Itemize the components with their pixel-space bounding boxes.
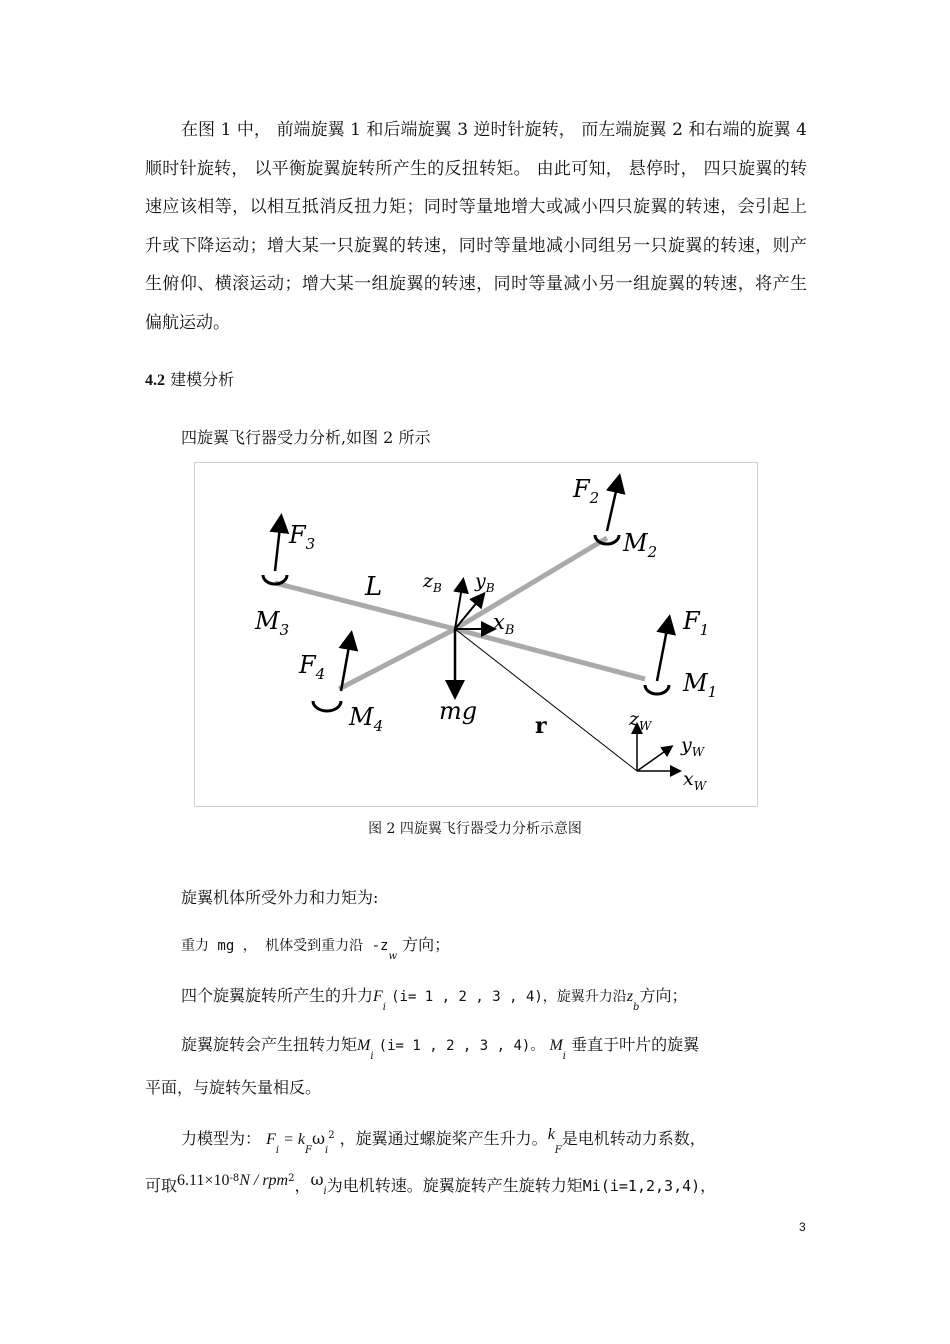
page-number: 3 bbox=[799, 1220, 806, 1234]
label-zb: $z_B$ bbox=[423, 570, 442, 595]
force-model-omega-sup: 2 bbox=[328, 1130, 335, 1141]
force-model-eq: = k bbox=[279, 1131, 305, 1148]
lift-prefix: 四个旋翼旋转所产生的升力 bbox=[181, 986, 374, 1005]
label-yb: $y_B$ bbox=[475, 570, 495, 595]
figure-caption: 图 2 四旋翼飞行器受力分析示意图 bbox=[368, 821, 582, 837]
force-model-prefix: 力模型为： bbox=[181, 1129, 262, 1148]
force-model-k: k bbox=[547, 1126, 555, 1143]
label-m4: $M_4$ bbox=[349, 703, 384, 735]
label-yw: $y_W$ bbox=[681, 734, 705, 759]
gravity-line bbox=[181, 932, 451, 962]
force-model-k2-sub: F bbox=[554, 1145, 562, 1156]
force-model-line2-code: Mi(i=1,2,3,4) bbox=[582, 1177, 701, 1195]
force-model-middle: ，旋翼通过螺旋桨产生升力。 bbox=[339, 1129, 548, 1148]
force-model-line2-end: ， bbox=[700, 1176, 717, 1195]
label-zw: $z_W$ bbox=[629, 708, 652, 733]
torque-M-sub: i bbox=[370, 1051, 374, 1062]
torque-line bbox=[181, 1032, 700, 1062]
force-model-value: 6.11×10 bbox=[177, 1172, 230, 1189]
section-heading bbox=[145, 367, 234, 390]
torque-M: M bbox=[357, 1037, 371, 1054]
torque-M2-sub: i bbox=[562, 1051, 566, 1062]
label-f1: $F_1$ bbox=[683, 607, 710, 639]
force-f2-arrow bbox=[607, 478, 619, 531]
gravity-suffix: 方向； bbox=[397, 935, 451, 954]
force-model-omega2: ω bbox=[310, 1170, 324, 1189]
label-m3: $M_3$ bbox=[255, 607, 290, 639]
moment-m3-arc bbox=[263, 575, 287, 584]
force-model-F: F bbox=[266, 1131, 276, 1148]
lift-z-sub: b bbox=[633, 1002, 640, 1013]
force-model-unit: N / rpm bbox=[239, 1172, 289, 1189]
label-mg: mg bbox=[439, 697, 478, 725]
lift-F: F bbox=[373, 988, 383, 1005]
force-model-suffix: 是电机转动力系数， bbox=[561, 1129, 706, 1148]
torque-suffix: 垂直于叶片的旋翼 bbox=[571, 1035, 700, 1054]
force-model-omega: ω bbox=[311, 1129, 325, 1148]
force-model-line2-mid: 为电机转速。旋翼旋转产生旋转力矩 bbox=[326, 1176, 583, 1195]
force-f1-arrow bbox=[657, 619, 669, 681]
torque-M2: M bbox=[549, 1037, 563, 1054]
force-model-line-2: 可取$6.11\times 10^{-8}N / rpm^2$，ωi为电机转速。旋翼旋转产生旋转力矩Mi(i=1,2,3,4)， bbox=[145, 1170, 717, 1197]
label-arm-length: L bbox=[365, 572, 383, 602]
arm-4 bbox=[339, 629, 455, 689]
force-analysis-figure bbox=[194, 462, 758, 807]
force-model-F-sub: i bbox=[275, 1145, 280, 1156]
label-m1: $M_1$ bbox=[683, 669, 718, 701]
force-model-omega-sub: i bbox=[325, 1145, 329, 1156]
lift-z: z bbox=[626, 988, 634, 1005]
torque-mid: (i= 1 , 2 , 3 , 4)。 bbox=[378, 1038, 545, 1054]
world-y-axis bbox=[637, 747, 671, 771]
lift-suffix: 方向； bbox=[639, 986, 688, 1005]
force-model-unit-sup: 2 bbox=[288, 1173, 295, 1184]
position-vector-r bbox=[455, 629, 637, 771]
lift-mid: (i= 1 , 2 , 3 , 4)，旋翼升力沿 bbox=[391, 989, 627, 1005]
lift-line bbox=[181, 983, 688, 1013]
gravity-prefix: 重力 mg ， 机体受到重力沿 -z bbox=[181, 938, 389, 954]
label-xw: $x_W$ bbox=[683, 768, 707, 793]
gravity-sub: w bbox=[388, 951, 397, 962]
paragraph-rotor-rotation: 在图 1 中， 前端旋翼 1 和后端旋翼 3 逆时针旋转， 而左端旋翼 2 和右端的旋翼 4 顺时针旋转， 以平衡旋翼旋转所产生的反扭转矩。 由此可知， 悬停时， 四只旋翼的转速应该相等，以相互抵消反扭力矩；同时等量地增大或减小四只旋翼的转速，会引起上升或下降运动；增大某一只旋翼的转速，同时等量地减小同组另一只旋翼的转速，则产生俯仰、横滚运动；增大某一组旋翼的转速，同时等量减小另一组旋翼的转速，将产生偏航运动。 bbox=[145, 120, 807, 333]
section-number: 4.2 bbox=[145, 372, 165, 389]
label-xb: $x_B$ bbox=[493, 610, 515, 638]
force-diagram-svg bbox=[195, 463, 757, 806]
arm-1 bbox=[455, 629, 645, 679]
force-model-line2-prefix: 可取 bbox=[145, 1176, 178, 1195]
lift-F-sub: i bbox=[382, 1002, 386, 1013]
moment-m1-arc bbox=[645, 685, 669, 694]
forces-intro: 旋翼机体所受外力和力矩为: bbox=[181, 888, 379, 907]
label-f2: $F_2$ bbox=[573, 475, 600, 507]
label-m2: $M_2$ bbox=[623, 529, 658, 561]
force-model-k-sub: F bbox=[305, 1145, 312, 1156]
force-model-omega2-sub: i bbox=[323, 1186, 327, 1197]
label-r: r bbox=[535, 713, 547, 739]
torque-line-2: 平面，与旋转矢量相反。 bbox=[145, 1078, 322, 1097]
figure-intro-line: 四旋翼飞行器受力分析,如图 2 所示 bbox=[181, 428, 431, 447]
force-model-value-sup: -8 bbox=[229, 1173, 240, 1184]
label-f3: $F_3$ bbox=[289, 521, 316, 553]
force-f3-arrow bbox=[275, 518, 281, 571]
force-model-line bbox=[181, 1126, 706, 1156]
section-title: 建模分析 bbox=[170, 370, 235, 389]
label-f4: $F_4$ bbox=[299, 651, 326, 683]
torque-prefix: 旋翼旋转会产生扭转力矩 bbox=[181, 1035, 358, 1054]
moment-m4-arc bbox=[313, 701, 341, 711]
